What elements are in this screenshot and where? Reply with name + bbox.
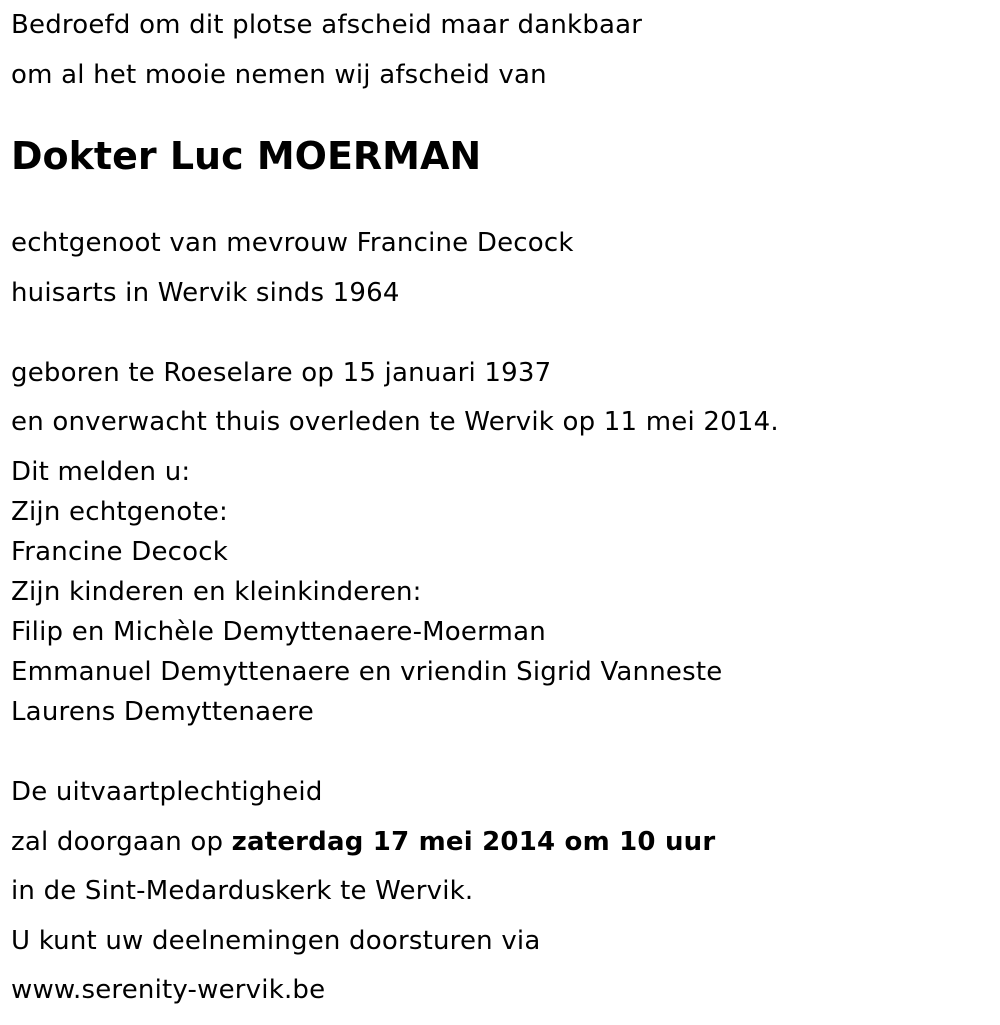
children-heading: Zijn kinderen en kleinkinderen: (11, 577, 422, 607)
birth-line: geboren te Roeselare op 15 januari 1937 (11, 358, 552, 388)
announcement-intro: Dit melden u: (11, 457, 191, 487)
child-entry: Emmanuel Demyttenaere en vriendin Sigrid Vanneste (11, 657, 723, 687)
funeral-heading: De uitvaartplechtigheid (11, 777, 323, 807)
death-line: en onverwacht thuis overleden te Wervik op 11 mei 2014. (11, 407, 779, 437)
funeral-date-bold: zaterdag 17 mei 2014 om 10 uur (231, 827, 716, 857)
website-link[interactable]: www.serenity-wervik.be (11, 975, 326, 1005)
profession-line: huisarts in Wervik sinds 1964 (11, 278, 400, 308)
funeral-date-line (11, 822, 715, 862)
child-entry: Filip en Michèle Demyttenaere-Moerman (11, 617, 546, 647)
spouse-line: echtgenoot van mevrouw Francine Decock (11, 228, 574, 258)
spouse-name: Francine Decock (11, 537, 228, 567)
intro-line-2: om al het mooie nemen wij afscheid van (11, 60, 547, 90)
funeral-location: in de Sint-Medarduskerk te Wervik. (11, 876, 474, 906)
funeral-date-prefix: zal doorgaan op (11, 827, 232, 857)
intro-line-1: Bedroefd om dit plotse afscheid maar dankbaar (11, 10, 643, 40)
deceased-name: Dokter Luc MOERMAN (11, 134, 482, 178)
condolence-line: U kunt uw deelnemingen doorsturen via (11, 926, 541, 956)
spouse-heading: Zijn echtgenote: (11, 497, 229, 527)
child-entry: Laurens Demyttenaere (11, 697, 314, 727)
